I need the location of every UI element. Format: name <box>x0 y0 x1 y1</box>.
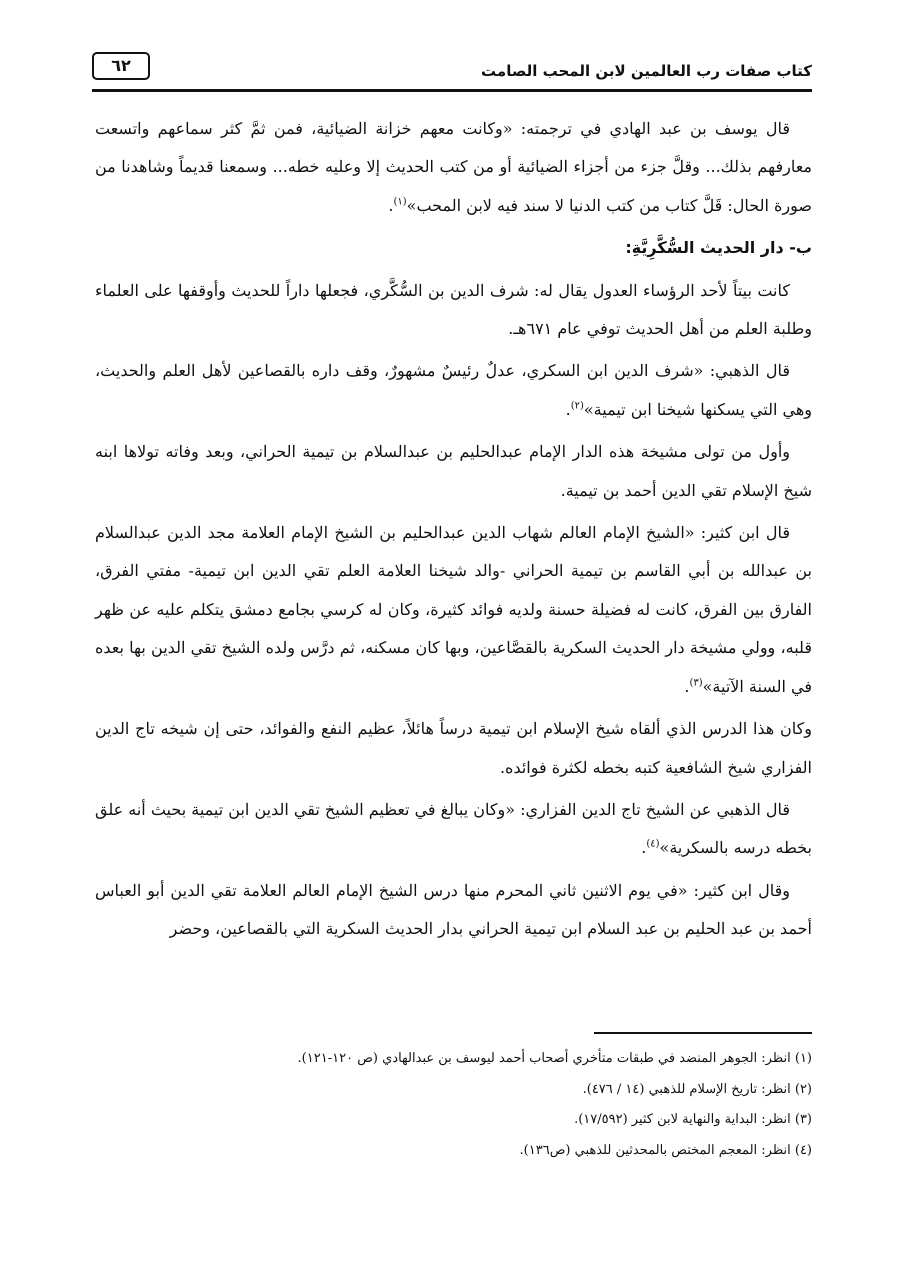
footnote-marker: (٣) <box>689 677 703 689</box>
paragraph-text: قال الذهبي عن الشيخ تاج الدين الفزاري: «وكان يبالغ في تعظيم الشيخ تقي الدين ابن تيمية بحيث أنه علق بخطه درسه بالسكرية» <box>95 799 812 858</box>
footnote: (٤) انظر: المعجم المختص بالمحدثين للذهبي (ص١٣٦). <box>519 1142 812 1158</box>
page-header <box>92 50 812 92</box>
paragraph-text: قال الذهبي: «شرف الدين ابن السكري، عدلٌ رئيسٌ مشهورٌ، وقف داره بالقصاعين لأهل العلم والحديث، وهي التي يسكنها شيخنا ابن تيمية» <box>95 361 812 419</box>
paragraph-text: قال يوسف بن عبد الهادي في ترجمته: «وكانت معهم خزانة الضيائية، فمن ثمَّ كثر سماعهم واتسعت معارفهم بذلك... وقلَّ جزء من أجزاء الضيائية أو من كتب الحديث إلا وعليه خطه... وسمعنا قديماً وشاهدنا من صورة الحال: قَلَّ كتاب من كتب الدنيا لا سند فيه لابن المحب» <box>95 119 812 215</box>
section-heading: ب- دار الحديث السُّكَّرِيَّةِ: <box>625 238 812 258</box>
paragraph: قال الذهبي عن الشيخ تاج الدين الفزاري: «وكان يبالغ في تعظيم الشيخ تقي الدين ابن تيمية بحيث أنه علق بخطه درسه بالسكرية»$^{(٤)}$. <box>95 799 812 858</box>
footnote-marker: (٤) <box>646 838 660 850</box>
paragraph: وقال ابن كثير: «في يوم الاثنين ثاني المحرم منها درس الشيخ الإمام العالم العلامة تقي الدين أبو العباس أحمد بن عبد الحليم بن عبد السلام ابن تيمية الحراني بدار الحديث السكرية التي بالقصاعين، وحضر <box>95 880 812 939</box>
footnotes <box>95 1032 812 1166</box>
paragraph-text: قال ابن كثير: «الشيخ الإمام العالم شهاب الدين عبدالحليم بن الشيخ الإمام العلامة مجد الدين عبدالسلام بن عبدالله بن أبي القاسم بن تيمية الحراني -والد شيخنا العلامة العلم تقي الدين ابن تيمية- مفتي الفرق، الفارق بين الفرق، كانت له فضيلة حسنة ولديه فوائد كثيرة، وكان له كرسي بجامع دمشق يتكلم عليه عن ظهر قلبه، وولي مشيخة دار الحديث السكرية بالقصَّاعين، وبها كان مسكنه، ثم درَّس ولده الشيخ تقي الدين بها بعده في السنة الآتية» <box>95 523 812 696</box>
footnote-marker: (١) <box>393 196 407 208</box>
paragraph: وكان هذا الدرس الذي ألقاه شيخ الإسلام ابن تيمية درساً هائلاً، عظيم النفع والفوائد، حتى إن شيخه تاج الدين الفزاري شيخ الشافعية كتبه بخطه لكثرة فوائده. <box>95 719 812 777</box>
footnote: (١) انظر: الجوهر المنضد في طبقات متأخري أصحاب أحمد ليوسف بن عبدالهادي (ص ١٢٠-١٢١). <box>297 1051 812 1066</box>
paragraph: قال الذهبي: «شرف الدين ابن السكري، عدلٌ رئيسٌ مشهورٌ، وقف داره بالقصاعين لأهل العلم والحديث، وهي التي يسكنها شيخنا ابن تيمية»$^{(٢)}$. <box>95 361 812 419</box>
paragraph: وأول من تولى مشيخة هذه الدار الإمام عبدالحليم بن عبدالسلام بن تيمية الحراني، وبعد وفاته تولاها ابنه شيخ الإسلام تقي الدين أحمد بن تيمية. <box>95 442 812 500</box>
paragraph: قال يوسف بن عبد الهادي في ترجمته: «وكانت معهم خزانة الضيائية، فمن ثمَّ كثر سماعهم واتسعت معارفهم بذلك... وقلَّ جزء من أجزاء الضيائية أو من كتب الحديث إلا وعليه خطه... وسمعنا قديماً وشاهدنا من صورة الحال: قَلَّ كتاب من كتب الدنيا لا سند فيه لابن المحب»$^{(١)}$. <box>95 119 812 215</box>
main-text <box>95 110 812 953</box>
footnote-rule <box>594 1032 812 1034</box>
running-title: كتاب صفات رب العالمين لابن المحب الصامت <box>481 62 812 80</box>
paragraph: كانت بيتاً لأحد الرؤساء العدول يقال له: شرف الدين بن السُّكَّري، فجعلها داراً للحديث وأوقفها على العلماء وطلبة العلم من أهل الحديث توفي عام ٦٧١هـ. <box>95 280 812 339</box>
paragraph: قال ابن كثير: «الشيخ الإمام العالم شهاب الدين عبدالحليم بن الشيخ الإمام العلامة مجد الدين عبدالسلام بن عبدالله بن أبي القاسم بن تيمية الحراني -والد شيخنا العلامة العلم تقي الدين ابن تيمية- مفتي الفرق، الفارق بين الفرق، كانت له فضيلة حسنة ولديه فوائد كثيرة، وكان له كرسي بجامع دمشق يتكلم عليه عن ظهر قلبه، وولي مشيخة دار الحديث السكرية بالقصَّاعين، وبها كان مسكنه، ثم درَّس ولده الشيخ تقي الدين بها بعده في السنة الآتية»$^{(٣)}$. <box>95 523 812 696</box>
footnote-marker: (٢) <box>570 400 584 412</box>
header-rule <box>92 89 812 92</box>
footnote: (٢) انظر: تاريخ الإسلام للذهبي (١٤ / ٤٧٦). <box>582 1081 812 1097</box>
page-number: ٦٢ <box>92 52 150 80</box>
footnote: (٣) انظر: البداية والنهاية لابن كثير (١٧/٥٩٢). <box>574 1112 812 1127</box>
